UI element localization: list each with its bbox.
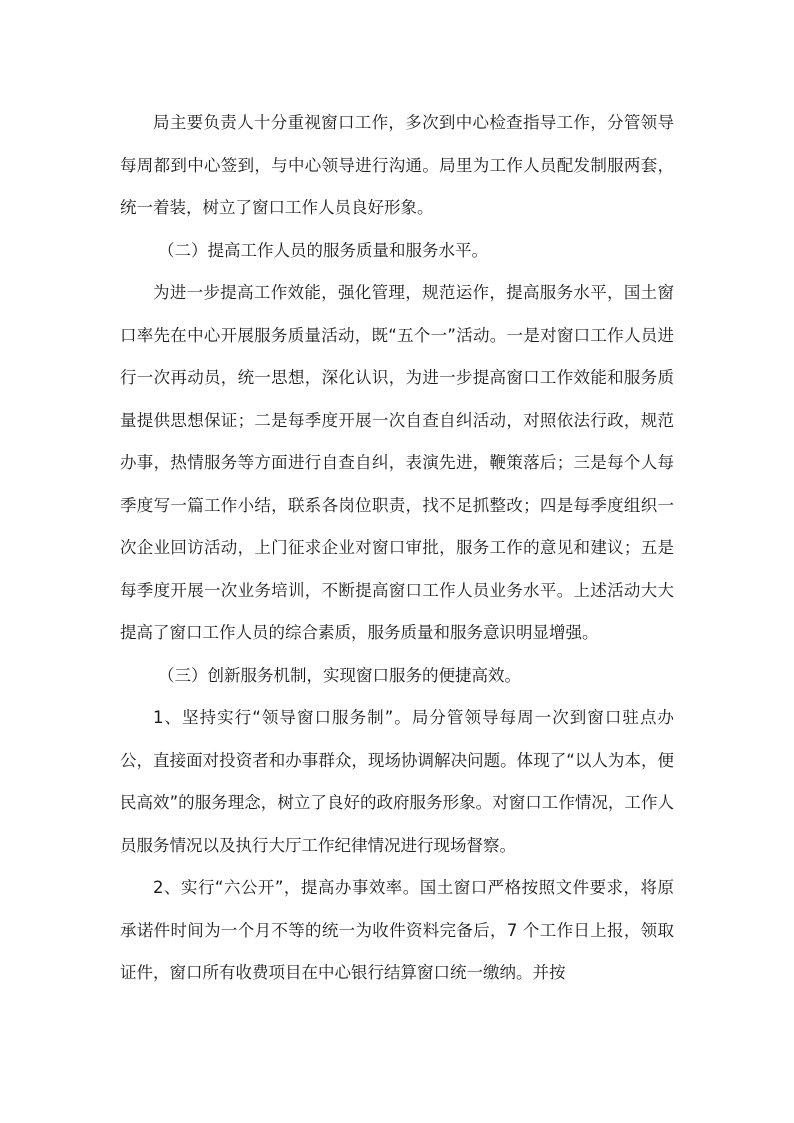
paragraph-leader-window-service: 1、坚持实行“领导窗口服务制”。局分管领导每周一次到窗口驻点办公，直接面对投资者和办事群众，现场协调解决问题。体现了“以人为本，便民高效”的服务理念，树立了良好的政府服务形象。对窗口工作情况，工作人员服务情况以及执行大厅工作纪律情况进行现场督察。 [120,708,674,855]
paragraph-six-disclosures: 2、实行“六公开”，提高办事效率。国土窗口严格按照文件要求，将原承诺件时间为一个月不等的统一为收件资料完备后，7 个工作日上报，领取证件，窗口所有收费项目在中心银行结算窗口统一缴纳。并按 [120,878,674,982]
section-heading-service-quality: （二）提高工作人员的服务质量和服务水平。 [157,240,488,260]
section-heading-service-mechanism: （三）创新服务机制，实现窗口服务的便捷高效。 [157,665,521,685]
paragraph-leadership: 局主要负责人十分重视窗口工作，多次到中心检查指导工作，分管领导每周都到中心签到，与中心领导进行沟通。局里为工作人员配发制服两套，统一着装，树立了窗口工作人员良好形象。 [120,113,674,217]
document-body [120,102,674,995]
paragraph-five-one-activities: 为进一步提高工作效能，强化管理，规范运作，提高服务水平，国土窗口率先在中心开展服务质量活动，既“五个一”活动。一是对窗口工作人员进行一次再动员，统一思想，深化认识，为进一步提高窗口工作效能和服务质量提供思想保证；二是每季度开展一次自查自纠活动，对照依法行政，规范办事，热情服务等方面进行自查自纠，表演先进，鞭策落后；三是每个人每季度写一篇工作小结，联系各岗位职责，找不足抓整改；四是每季度组织一次企业回访活动，上门征求企业对窗口审批，服务工作的意见和建议；五是每季度开展一次业务培训，不断提高窗口工作人员业务水平。上述活动大大提高了窗口工作人员的综合素质，服务质量和服务意识明显增强。 [120,283,674,642]
